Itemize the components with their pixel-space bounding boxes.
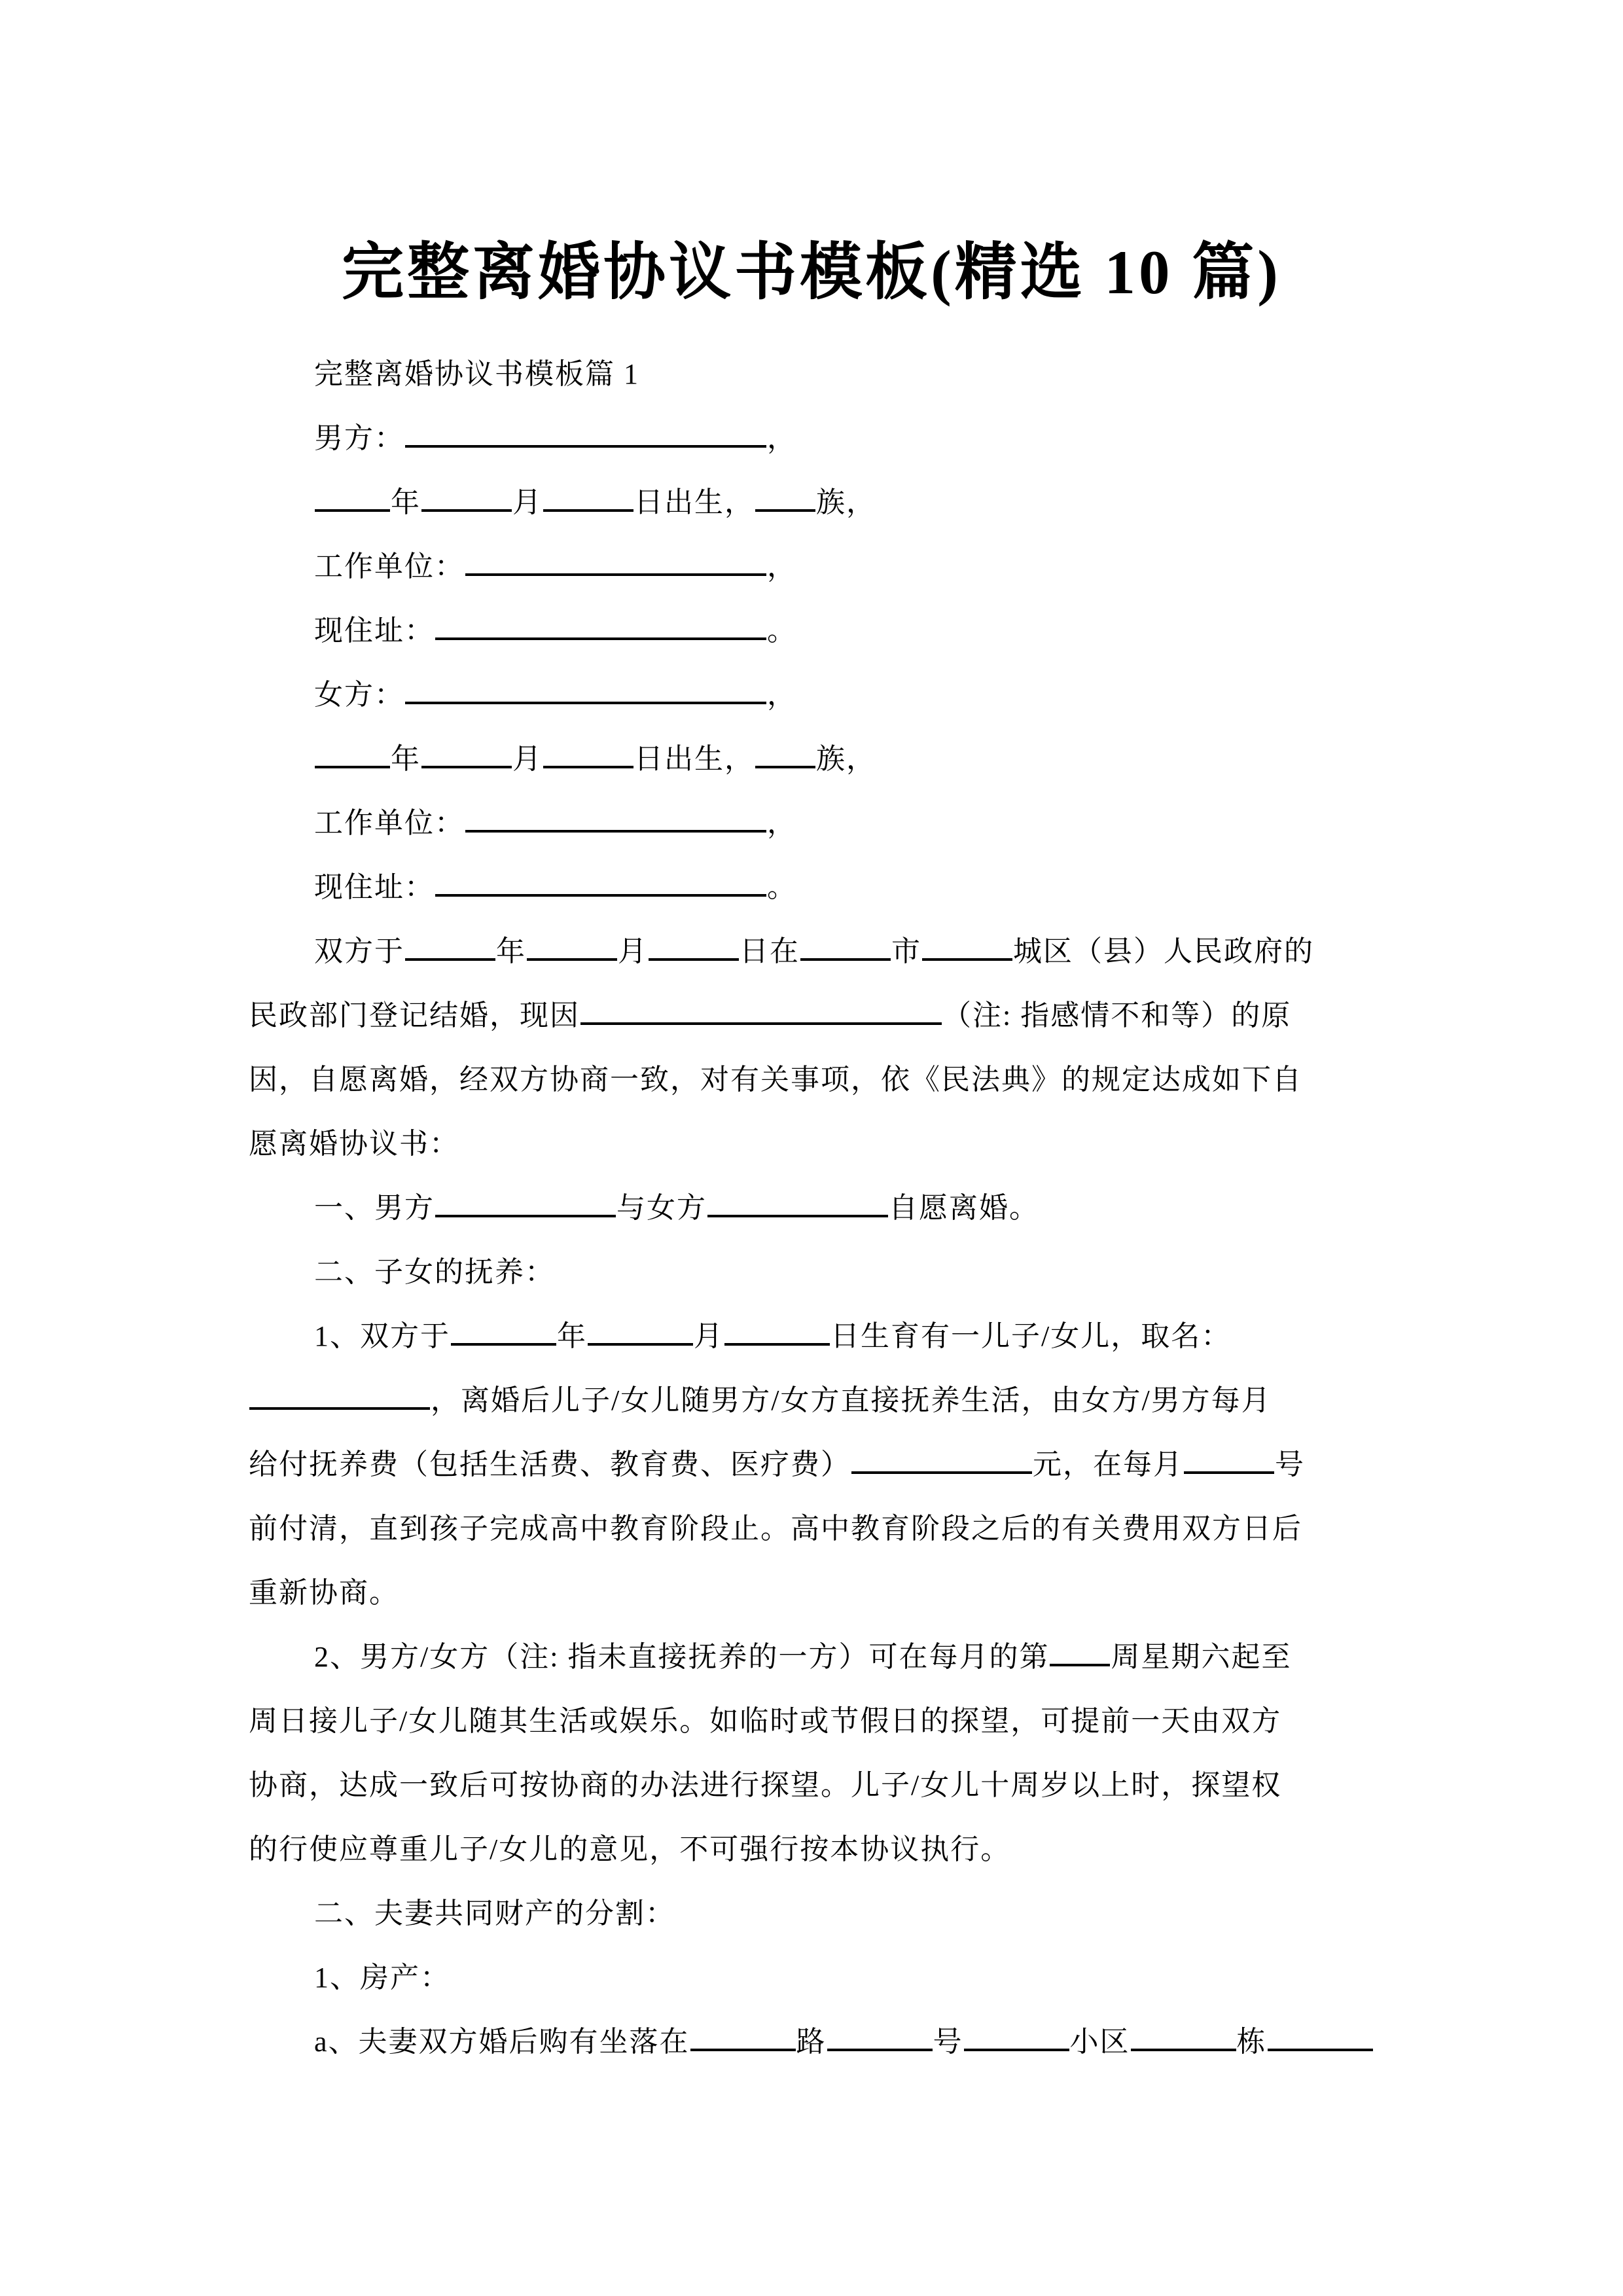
fill-in-blank — [527, 931, 617, 961]
doc-line: 年 月 日出生， 族， — [249, 727, 1387, 791]
fill-in-blank — [588, 1316, 693, 1346]
doc-line: 2、男方/女方（注: 指未直接抚养的一方）可在每月的第 周星期六起至 — [249, 1625, 1387, 1689]
doc-line: 现住址： 。 — [249, 855, 1387, 920]
doc-line: 1、房产： — [314, 1962, 450, 1994]
doc-line: 重新协商。 — [249, 1577, 399, 1609]
fill-in-blank — [755, 482, 815, 512]
document-body — [249, 342, 1387, 2074]
fill-in-blank — [315, 482, 390, 512]
doc-line: 协商，达成一致后可按协商的办法进行探望。儿子/女儿十周岁以上时，探望权 — [249, 1769, 1282, 1801]
doc-line: 双方于 年 月 日在 市 城区（县）人民政府的 — [249, 920, 1387, 984]
fill-in-blank — [707, 1187, 888, 1217]
fill-in-blank — [465, 802, 766, 833]
fill-in-blank — [421, 482, 512, 512]
fill-in-blank — [421, 738, 512, 768]
doc-line: ，离婚后儿子/女儿随男方/女方直接抚养生活，由女方/男方每月 — [249, 1369, 1387, 1433]
fill-in-blank — [435, 1187, 616, 1217]
fill-in-blank — [249, 1380, 430, 1410]
fill-in-blank — [405, 418, 766, 448]
doc-line: 男方： ， — [249, 406, 1387, 471]
section-heading: 二、子女的抚养： — [314, 1256, 555, 1288]
doc-line: 工作单位： ， — [249, 535, 1387, 599]
doc-line: 周日接儿子/女儿随其生活或娱乐。如临时或节假日的探望，可提前一天由双方 — [249, 1705, 1282, 1737]
doc-line: 现住址： 。 — [249, 599, 1387, 663]
doc-line: 1、双方于 年 月 日生育有一儿子/女儿，取名： — [249, 1304, 1387, 1369]
fill-in-blank — [435, 610, 766, 640]
fill-in-blank — [755, 738, 815, 768]
fill-in-blank — [964, 2021, 1069, 2051]
fill-in-blank — [435, 867, 766, 897]
fill-in-blank — [922, 931, 1012, 961]
doc-line: 前付清，直到孩子完成高中教育阶段止。高中教育阶段之后的有关费用双方日后 — [249, 1513, 1302, 1545]
fill-in-blank — [543, 482, 633, 512]
fill-in-blank — [465, 546, 766, 576]
fill-in-blank — [451, 1316, 556, 1346]
fill-in-blank — [405, 931, 495, 961]
document-title: 完整离婚协议书模板(精选 10 篇) — [342, 237, 1281, 307]
fill-in-blank — [405, 674, 766, 704]
fill-in-blank — [1050, 1636, 1110, 1666]
fill-in-blank — [1184, 1444, 1274, 1474]
doc-line: 的行使应尊重儿子/女儿的意见，不可强行按本协议执行。 — [249, 1833, 1011, 1865]
doc-line: 女方： ， — [249, 663, 1387, 727]
doc-line: 民政部门登记结婚，现因 （注: 指感情不和等）的原 — [249, 984, 1387, 1048]
doc-line: 年 月 日出生， 族， — [249, 471, 1387, 535]
doc-line: 因，自愿离婚，经双方协商一致，对有关事项，依《民法典》的规定达成如下自 — [249, 1064, 1302, 1096]
doc-line: 给付抚养费（包括生活费、教育费、医疗费） 元，在每月 号 — [249, 1433, 1387, 1497]
fill-in-blank — [851, 1444, 1032, 1474]
fill-in-blank — [315, 738, 390, 768]
doc-subtitle: 完整离婚协议书模板篇 1 — [314, 358, 639, 390]
doc-line: 愿离婚协议书： — [249, 1128, 459, 1160]
doc-line: 工作单位： ， — [249, 791, 1387, 855]
fill-in-blank — [827, 2021, 933, 2051]
fill-in-blank — [1131, 2021, 1236, 2051]
fill-in-blank — [724, 1316, 830, 1346]
fill-in-blank — [800, 931, 891, 961]
doc-line: 一、男方 与女方 自愿离婚。 — [249, 1176, 1387, 1240]
section-heading: 二、夫妻共同财产的分割： — [314, 1897, 675, 1929]
fill-in-blank — [543, 738, 633, 768]
fill-in-blank — [1268, 2021, 1373, 2051]
fill-in-blank — [580, 995, 942, 1025]
fill-in-blank — [690, 2021, 796, 2051]
fill-in-blank — [649, 931, 739, 961]
doc-line: a、夫妻双方婚后购有坐落在 路 号 小区 栋 — [249, 2010, 1387, 2074]
